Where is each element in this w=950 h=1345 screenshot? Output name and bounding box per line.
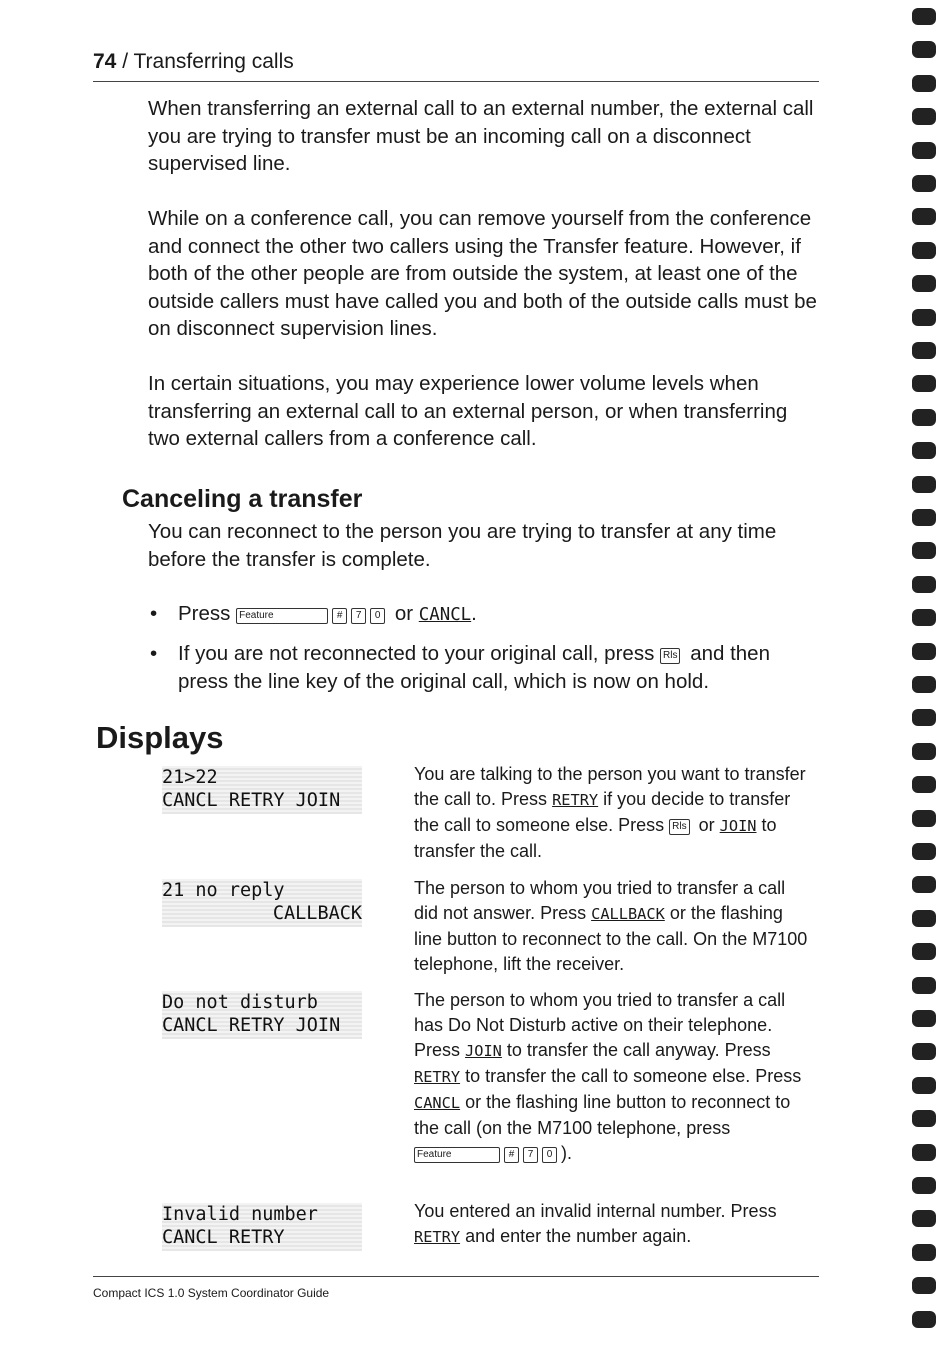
header-separator: / <box>116 50 134 73</box>
binding-ring <box>912 309 936 326</box>
desc-text: to transfer the call anyway. Press <box>506 1040 771 1060</box>
join-softkey: JOIN <box>719 817 757 835</box>
header-rule <box>93 81 819 82</box>
lcd-line-2: CANCL RETRY JOIN <box>162 1015 341 1036</box>
lcd-line-1: 21>22 <box>162 767 218 788</box>
binding-ring <box>912 342 936 359</box>
binding-ring <box>912 910 936 927</box>
desc-text: You are talking to the person you want to transfer the call to. Press <box>414 764 806 809</box>
feature-key: Feature <box>236 608 328 624</box>
binding-ring <box>912 1110 936 1127</box>
binding-ring <box>912 1210 936 1227</box>
binding-ring <box>912 1311 936 1328</box>
binding-ring <box>912 776 936 793</box>
binding-ring <box>912 1177 936 1194</box>
desc-text: to transfer the call. <box>414 815 777 861</box>
bullet-or: or <box>394 602 414 625</box>
binding-ring <box>912 275 936 292</box>
bullet2-text-pre: If you are not reconnected to your original call, press <box>178 642 655 665</box>
binding-ring <box>912 810 936 827</box>
lcd-line-2: CANCL RETRY JOIN <box>162 790 341 811</box>
bullet-end: . <box>471 602 477 625</box>
bullet-release-key <box>150 640 820 695</box>
zero-key: 0 <box>370 608 385 624</box>
page-footer: Compact ICS 1.0 System Coordinator Guide <box>93 1286 330 1300</box>
binding-ring <box>912 977 936 994</box>
binding-ring <box>912 509 936 526</box>
page-number: 74 <box>93 50 117 73</box>
binding-ring <box>912 409 936 426</box>
binding-ring <box>912 108 936 125</box>
bullet-press-label: Press <box>178 602 231 625</box>
lcd-line-2: CANCL RETRY <box>162 1227 285 1248</box>
binding-ring <box>912 208 936 225</box>
lcd-line-1: Invalid number <box>162 1204 318 1225</box>
binding-ring <box>912 709 936 726</box>
desc-text: and enter the number again. <box>465 1226 692 1246</box>
join-softkey: JOIN <box>465 1042 502 1060</box>
lcd-display <box>162 879 362 927</box>
desc-text: The person to whom you tried to transfer a call has Do Not Disturb active on their telephone. Press <box>414 990 786 1060</box>
hash-key: # <box>332 608 347 624</box>
binding-ring <box>912 542 936 559</box>
binding-ring <box>912 943 936 960</box>
binding-ring <box>912 1244 936 1261</box>
desc-text: or <box>698 815 715 835</box>
cancl-softkey: CANCL <box>414 1094 461 1112</box>
binding-ring <box>912 876 936 893</box>
spiral-binding <box>910 0 950 1345</box>
bullet-press-cancel <box>150 600 820 630</box>
binding-ring <box>912 476 936 493</box>
desc-text: ). <box>561 1143 572 1163</box>
paragraph-conference-transfer: While on a conference call, you can remove yourself from the conference and connect the other two callers using the Transfer feature. However, if both of the other people are from outside the system, at least one of the outside callers must have called you and both of the outside calls must be on disconnect supervision lines. <box>148 207 817 340</box>
bullet-dot: • <box>150 602 158 625</box>
desc-text: if you decide to transfer the call to someone else. Press <box>414 789 791 835</box>
retry-softkey: RETRY <box>414 1068 461 1086</box>
binding-ring <box>912 41 936 58</box>
seven-key: 7 <box>351 608 366 624</box>
lcd-line-2: CALLBACK <box>272 903 362 924</box>
desc-text: or the flashing line button to reconnect to the call. On the M7100 telephone, lift the receiver. <box>414 903 808 974</box>
cancl-softkey: CANCL <box>418 605 472 625</box>
binding-ring <box>912 142 936 159</box>
binding-ring <box>912 1043 936 1060</box>
binding-ring <box>912 843 936 860</box>
callback-softkey: CALLBACK <box>591 905 665 923</box>
seven-key: 7 <box>523 1147 538 1163</box>
binding-ring <box>912 576 936 593</box>
retry-softkey: RETRY <box>414 1228 461 1246</box>
rls-key: Rls <box>669 819 689 835</box>
zero-key: 0 <box>542 1147 557 1163</box>
binding-ring <box>912 242 936 259</box>
retry-softkey: RETRY <box>552 791 599 809</box>
desc-text: or the flashing line button to reconnect to the call (on the M7100 telephone, press <box>414 1092 791 1138</box>
footer-rule <box>93 1276 819 1277</box>
binding-ring <box>912 743 936 760</box>
rls-key: Rls <box>660 648 680 664</box>
lcd-line-1: Do not disturb <box>162 992 318 1013</box>
desc-text: You entered an invalid internal number. Press <box>414 1201 777 1221</box>
paragraph-volume-levels: In certain situations, you may experience lower volume levels when transferring an external call to an external person, or when transferring two external callers from a conference call. <box>148 372 788 450</box>
lcd-line-1: 21 no reply <box>162 880 285 901</box>
bullet2-text-post: and then press the line key of the original call, which is now on hold. <box>178 642 770 693</box>
page-header <box>93 50 294 74</box>
display-description <box>414 1199 814 1250</box>
binding-ring <box>912 442 936 459</box>
binding-ring <box>912 175 936 192</box>
desc-text: to transfer the call to someone else. Press <box>465 1066 802 1086</box>
bullet-dot: • <box>150 642 158 665</box>
canceling-intro: You can reconnect to the person you are trying to transfer at any time before the transfer is complete. <box>148 520 777 571</box>
lcd-display <box>162 991 362 1039</box>
binding-ring <box>912 643 936 660</box>
paragraph-external-transfer: When transferring an external call to an external number, the external call you are trying to transfer must be an incoming call on a disconnect supervised line. <box>148 97 814 175</box>
display-description <box>414 876 814 977</box>
binding-ring <box>912 1010 936 1027</box>
lcd-display <box>162 766 362 814</box>
binding-ring <box>912 75 936 92</box>
section-title: Transferring calls <box>133 50 294 73</box>
binding-ring <box>912 1077 936 1094</box>
binding-ring <box>912 1144 936 1161</box>
binding-ring <box>912 8 936 25</box>
display-description <box>414 762 814 864</box>
lcd-display <box>162 1203 362 1251</box>
binding-ring <box>912 375 936 392</box>
binding-ring <box>912 609 936 626</box>
desc-text: The person to whom you tried to transfer a call did not answer. Press <box>414 878 786 923</box>
canceling-heading: Canceling a transfer <box>122 485 363 513</box>
displays-heading: Displays <box>96 720 224 755</box>
display-description <box>414 988 814 1166</box>
hash-key: # <box>504 1147 519 1163</box>
binding-ring <box>912 1277 936 1294</box>
feature-key: Feature <box>414 1147 500 1163</box>
binding-ring <box>912 676 936 693</box>
